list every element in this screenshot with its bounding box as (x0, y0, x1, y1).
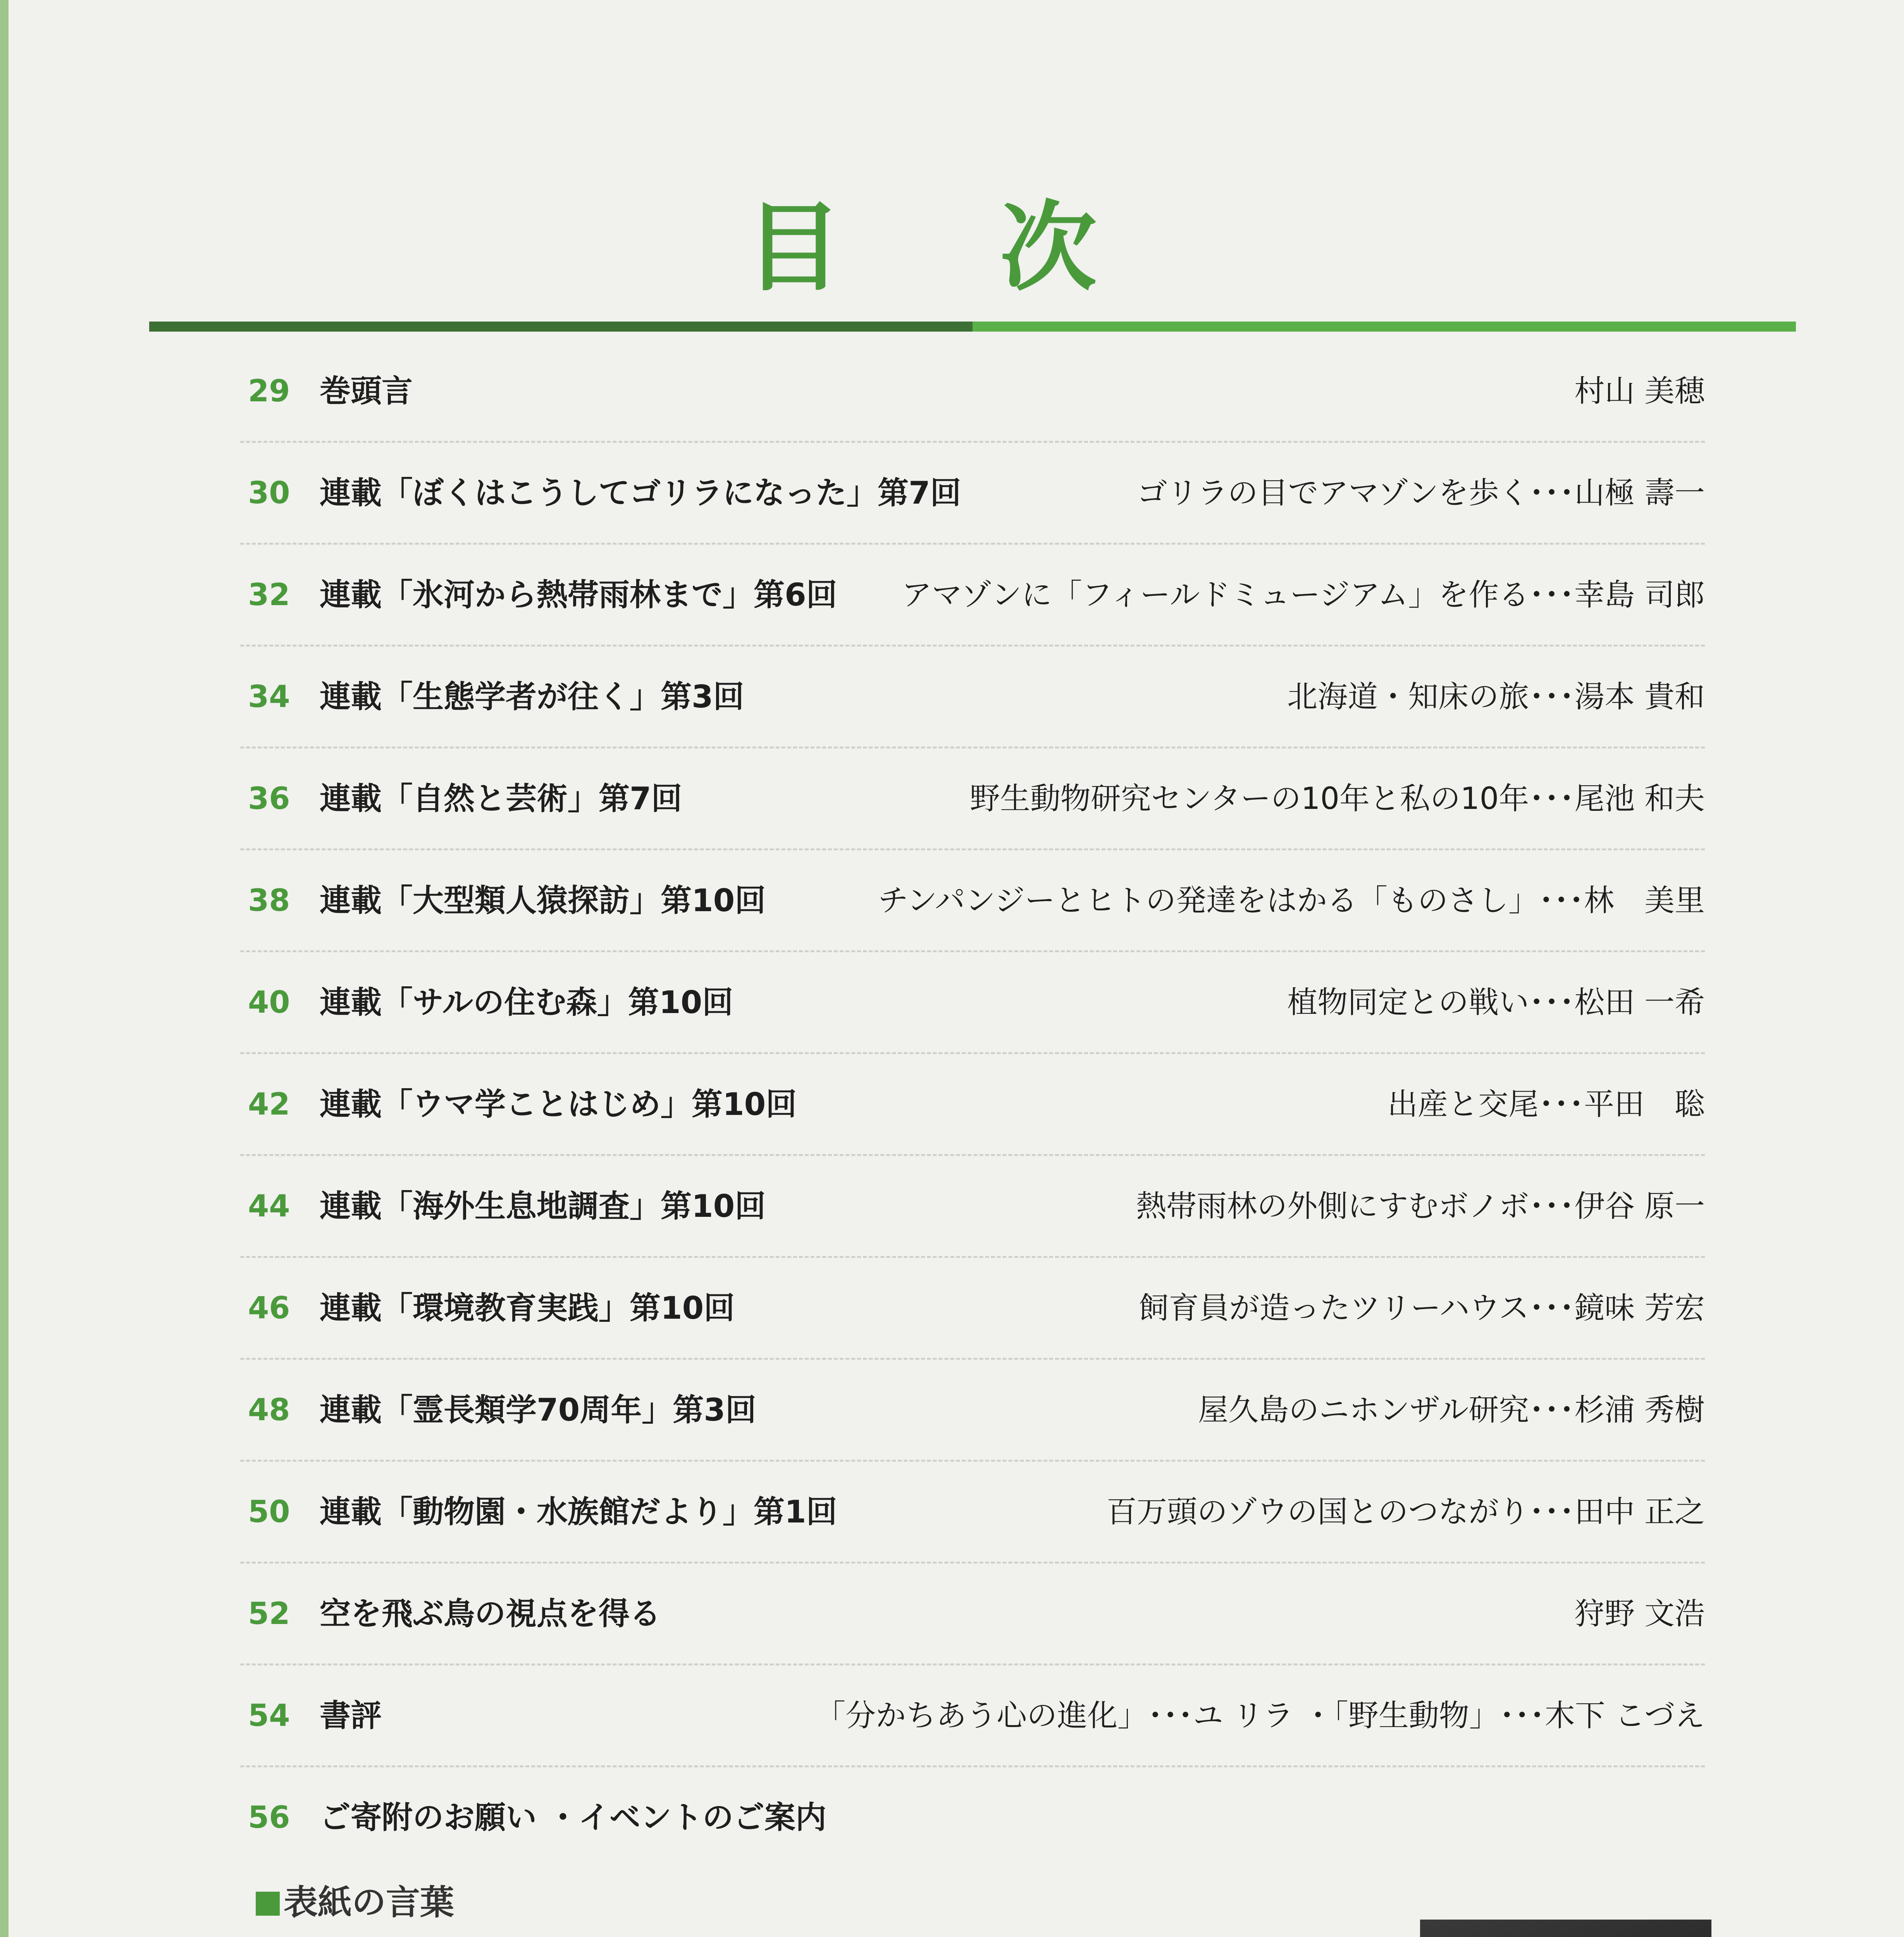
toc-page-number: 32 (248, 578, 290, 612)
toc-author: 熱帯雨林の外側にすむボノボ･･･伊谷 原一 (1136, 1189, 1705, 1224)
author-portrait (1420, 1920, 1711, 1937)
square-bullet-icon (256, 1892, 280, 1916)
toc-title: 連載「海外生息地調査」第10回 (320, 1188, 766, 1224)
toc-row[interactable] (240, 850, 1705, 952)
toc-author: 村山 美穂 (1574, 374, 1705, 409)
toc-author: 百万頭のゾウの国とのつながり･･･田中 正之 (1106, 1495, 1705, 1529)
toc-page-number: 42 (248, 1087, 290, 1122)
toc-page-number: 50 (248, 1495, 290, 1529)
toc-row[interactable] (240, 1156, 1705, 1258)
toc-title: 連載「ぼくはこうしてゴリラになった」第7回 (320, 475, 961, 511)
toc-author: チンパンジーとヒトの発達をはかる「ものさし」･･･林 美里 (878, 883, 1705, 918)
toc-row[interactable] (240, 1665, 1705, 1767)
toc-row[interactable] (240, 1462, 1705, 1564)
toc-row[interactable] (240, 1054, 1705, 1156)
toc-author: 屋久島のニホンザル研究･･･杉浦 秀樹 (1198, 1393, 1705, 1428)
toc-row[interactable] (240, 1767, 1705, 1867)
toc-title: 連載「生態学者が往く」第3回 (320, 679, 744, 715)
toc-author: 植物同定との戦い･･･松田 一希 (1287, 985, 1705, 1020)
title-rule-left (149, 322, 973, 332)
toc-page-number: 29 (248, 374, 290, 409)
toc-author: 「分かちあう心の進化」･･･ユ リラ ・「野生動物」･･･木下 こづえ (815, 1698, 1705, 1733)
toc-page-number: 40 (248, 985, 290, 1020)
toc-row[interactable] (240, 1258, 1705, 1360)
toc-row[interactable] (240, 647, 1705, 748)
toc-author: 飼育員が造ったツリーハウス･･･鏡味 芳宏 (1138, 1291, 1705, 1326)
toc-title: 連載「サルの住む森」第10回 (320, 984, 733, 1020)
toc-row[interactable] (240, 1564, 1705, 1665)
cover-heading-text: 表紙の言葉 (284, 1882, 454, 1922)
table-of-contents (240, 341, 1705, 1867)
toc-title: ご寄附のお願い ・イベントのご案内 (320, 1799, 826, 1836)
toc-title: 連載「自然と芸術」第7回 (320, 781, 682, 817)
toc-author: ゴリラの目でアマゾンを歩く･･･山極 壽一 (1137, 476, 1705, 511)
toc-row[interactable] (240, 952, 1705, 1054)
toc-page-number: 56 (248, 1800, 290, 1835)
toc-author: 出産と交尾･･･平田 聡 (1387, 1087, 1705, 1122)
toc-author: 野生動物研究センターの10年と私の10年･･･尾池 和夫 (969, 781, 1705, 816)
toc-title: 連載「霊長類学70周年」第3回 (320, 1392, 756, 1428)
toc-row[interactable] (240, 545, 1705, 647)
toc-page-number: 34 (248, 679, 290, 714)
toc-row[interactable] (240, 1360, 1705, 1462)
toc-page-number: 46 (248, 1291, 290, 1326)
toc-page-number: 30 (248, 476, 290, 511)
toc-title: 連載「動物園・水族館だより」第1回 (320, 1494, 837, 1530)
toc-page-number: 38 (248, 883, 290, 918)
page-title: 目 次 (745, 191, 1159, 304)
toc-page-number: 48 (248, 1393, 290, 1428)
cover-words-heading (256, 1881, 454, 1923)
toc-page-number: 44 (248, 1189, 290, 1224)
toc-author: 狩野 文浩 (1574, 1596, 1705, 1631)
toc-title: 連載「氷河から熱帯雨林まで」第6回 (320, 577, 837, 613)
toc-title: 連載「大型類人猿探訪」第10回 (320, 882, 766, 919)
toc-page-number: 36 (248, 781, 290, 816)
toc-row[interactable] (240, 341, 1705, 443)
toc-page-number: 52 (248, 1596, 290, 1631)
toc-row[interactable] (240, 443, 1705, 545)
toc-row[interactable] (240, 748, 1705, 850)
toc-page-number: 54 (248, 1698, 290, 1733)
toc-title: 連載「環境教育実践」第10回 (320, 1290, 735, 1326)
toc-title: 巻頭言 (320, 373, 413, 409)
title-rule-right (973, 322, 1796, 332)
toc-author: 北海道・知床の旅･･･湯本 貴和 (1287, 679, 1705, 714)
toc-title: 連載「ウマ学ことはじめ」第10回 (320, 1086, 797, 1122)
toc-title: 書評 (320, 1698, 382, 1734)
toc-title: 空を飛ぶ鳥の視点を得る (320, 1596, 661, 1632)
toc-author: アマゾンに「フィールドミュージアム」を作る･･･幸島 司郎 (901, 578, 1705, 612)
